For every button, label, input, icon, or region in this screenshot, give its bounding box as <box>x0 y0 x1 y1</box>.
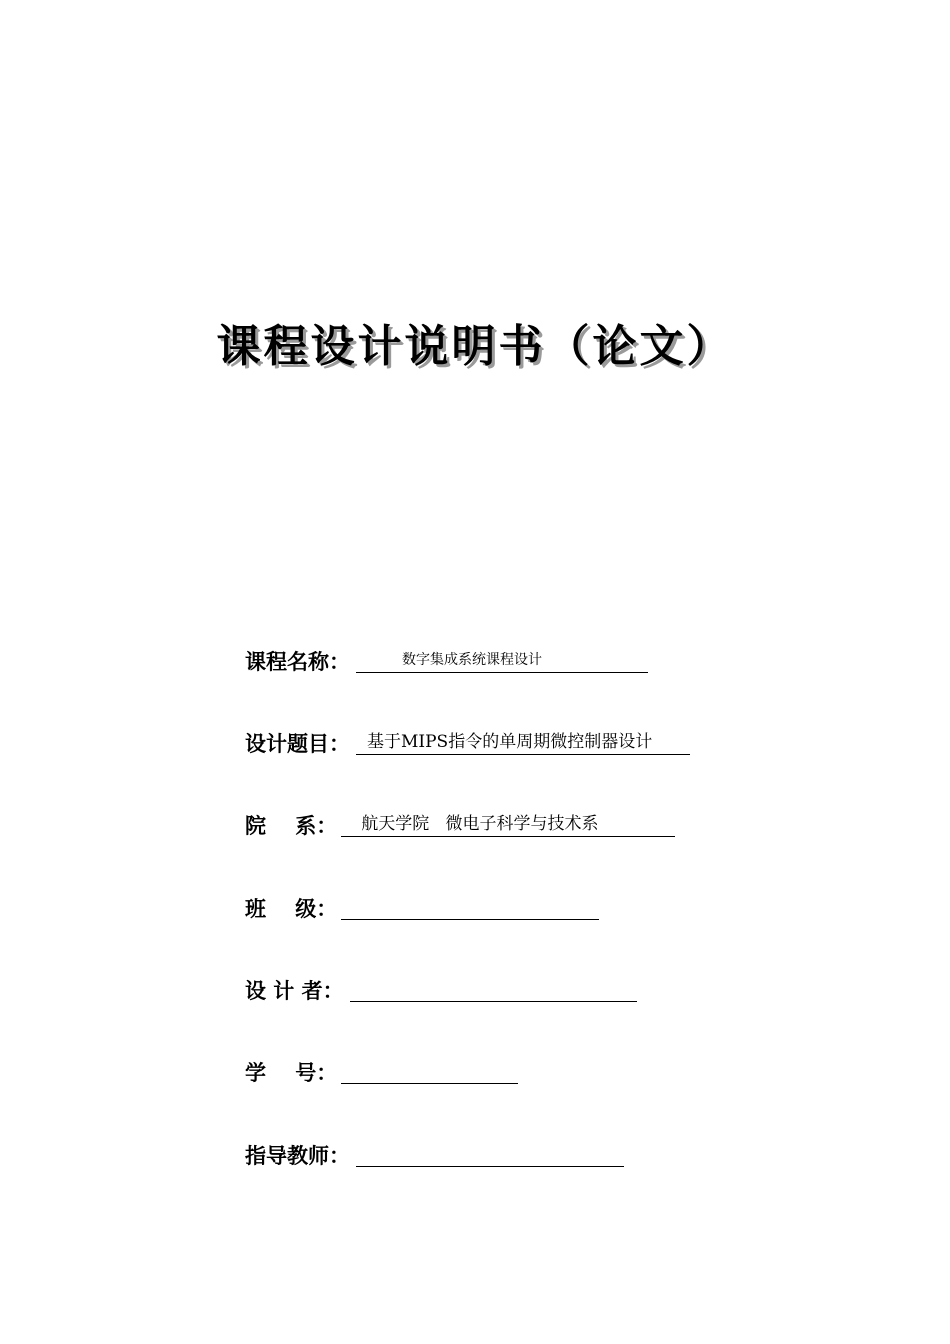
field-designer <box>245 971 637 1005</box>
course-name-value: 数字集成系统课程设计 <box>356 649 648 673</box>
designer-value <box>350 978 637 1002</box>
design-topic-value: 基于MIPS指令的单周期微控制器设计 <box>356 731 690 755</box>
class-value <box>341 896 599 920</box>
student-id-value <box>341 1060 518 1084</box>
field-advisor <box>245 1136 624 1170</box>
design-topic-label: 设计题目： <box>245 732 350 756</box>
class-label: 班 级： <box>245 897 338 921</box>
field-design-topic <box>245 724 690 758</box>
department-value: 航天学院 微电子科学与技术系 <box>341 813 675 837</box>
course-name-label: 课程名称： <box>245 650 350 674</box>
student-id-label: 学 号： <box>245 1061 338 1085</box>
field-student-id <box>245 1053 518 1087</box>
advisor-value <box>356 1143 624 1167</box>
field-department <box>245 806 675 840</box>
advisor-label: 指导教师： <box>245 1144 350 1168</box>
document-title: 课程设计说明书（论文） <box>216 321 734 372</box>
designer-label: 设 计 者： <box>245 979 344 1003</box>
department-label: 院 系： <box>245 814 338 838</box>
field-class <box>245 889 599 923</box>
field-course-name <box>245 642 648 676</box>
